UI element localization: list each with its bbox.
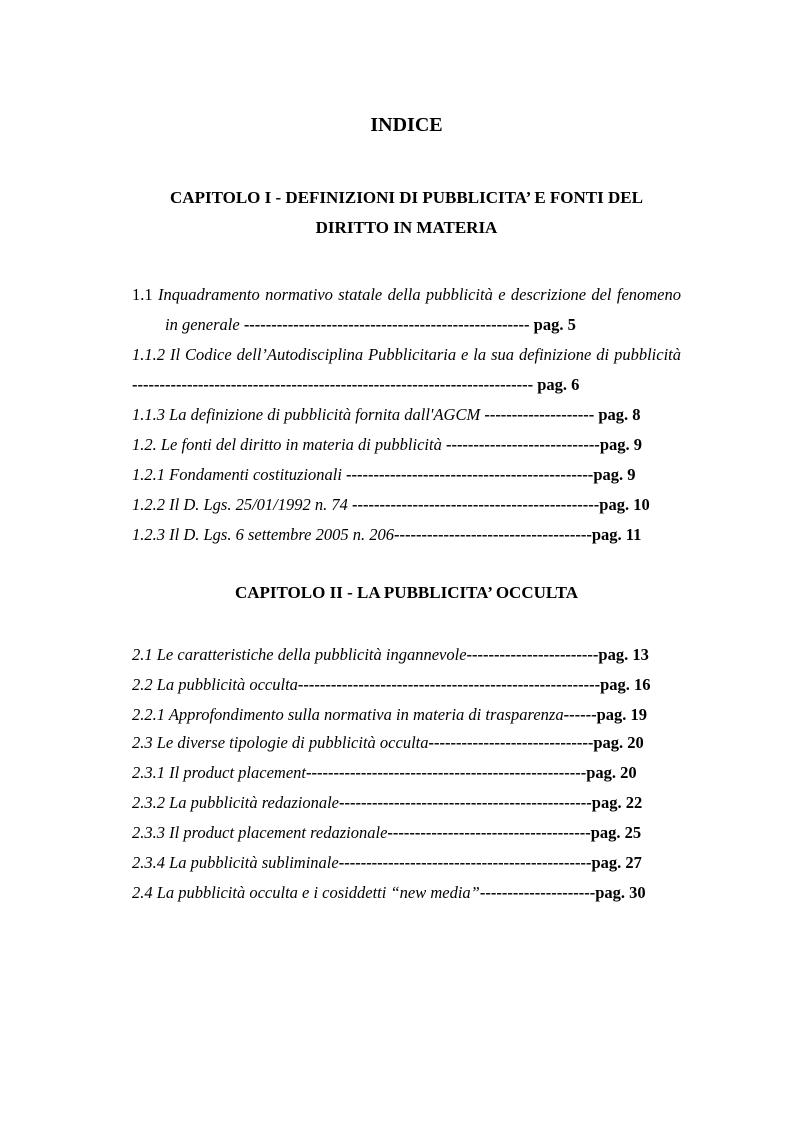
- toc-entry-2-2[interactable]: [132, 670, 681, 700]
- toc-entry-1-2-1[interactable]: [132, 460, 681, 490]
- toc-entry-leader: ----------------------------: [441, 435, 600, 454]
- toc-entry-number: 1.1: [132, 285, 153, 304]
- toc-entry-page: pag. 25: [590, 823, 642, 842]
- toc-entry-title: 2.2 La pubblicità occulta: [132, 675, 298, 694]
- toc-entry-1-1-3[interactable]: [132, 400, 681, 430]
- toc-entry-2-3[interactable]: [132, 728, 681, 758]
- toc-entry-leader: ----------------------------------------------: [339, 793, 592, 812]
- toc-entry-leader: ---------------------: [479, 883, 596, 902]
- toc-entry-title: 1.2.2 Il D. Lgs. 25/01/1992 n. 74: [132, 495, 348, 514]
- chapter-1-heading-line1: CAPITOLO I - DEFINIZIONI DI PUBBLICITA’ E FONTI DEL: [170, 188, 643, 207]
- toc-entry-title: 1.1.3 La definizione di pubblicità fornita dall'AGCM: [132, 405, 481, 424]
- toc-entry-leader: ------------------------------------: [394, 525, 592, 544]
- toc-entry-title: 2.3.4 La pubblicità subliminale: [132, 853, 339, 872]
- toc-entry-leader: ---------------------------------------------------: [305, 763, 587, 782]
- toc-entry-title: 1.2.1 Fondamenti costituzionali: [132, 465, 342, 484]
- toc-entry-leader: ------------------------------: [428, 733, 594, 752]
- toc-entry-title: 2.3.1 Il product placement: [132, 763, 306, 782]
- toc-entry-1-2[interactable]: [132, 430, 681, 460]
- toc-entry-title: 2.2.1 Approfondimento sulla normativa in materia di trasparenza: [132, 705, 564, 724]
- toc-entry-title: 2.3 Le diverse tipologie di pubblicità occulta: [132, 733, 429, 752]
- toc-entry-leader: ----------------------------------------------------: [239, 315, 530, 334]
- toc-entry-page: pag. 5: [529, 315, 576, 334]
- toc-entry-title: 1.1.2 Il Codice dell’Autodisciplina Pubblicitaria e la sua definizione di pubblicità: [132, 345, 681, 364]
- toc-entry-1-1[interactable]: [132, 280, 681, 340]
- toc-entry-page: pag. 27: [591, 853, 642, 872]
- toc-entry-leader: ---------------------------------------------: [347, 495, 600, 514]
- toc-entry-page: pag. 10: [599, 495, 650, 514]
- toc-entry-title: 1.2. Le fonti del diritto in materia di pubblicità: [132, 435, 442, 454]
- toc-entry-2-1[interactable]: [132, 640, 681, 670]
- chapter-1-heading: [120, 183, 693, 243]
- toc-entry-leader: --------------------: [480, 405, 595, 424]
- toc-entry-page: pag. 16: [600, 675, 651, 694]
- toc-entry-page: pag. 8: [594, 405, 641, 424]
- toc-entry-leader: ----------------------------------------------: [338, 853, 592, 872]
- toc-entry-2-4[interactable]: [132, 878, 681, 908]
- toc-entry-leader: ---------------------------------------------: [341, 465, 594, 484]
- toc-entry-page: pag. 11: [591, 525, 642, 544]
- toc-entry-1-2-3[interactable]: [132, 520, 681, 550]
- page-title: INDICE: [370, 114, 443, 136]
- toc-entry-page: pag. 20: [593, 733, 644, 752]
- toc-entry-title: 2.3.2 La pubblicità redazionale: [132, 793, 340, 812]
- toc-entry-leader: -------------------------------------: [387, 823, 591, 842]
- toc-entry-leader: ------: [563, 705, 597, 724]
- toc-entry-title: 2.4 La pubblicità occulta e i cosiddetti “new media”: [132, 883, 480, 902]
- toc-entry-title: 1.2.3 Il D. Lgs. 6 settembre 2005 n. 206: [132, 525, 395, 544]
- toc-entry-page: pag. 20: [586, 763, 637, 782]
- toc-entry-leader: -------------------------------------------------------: [297, 675, 601, 694]
- toc-entry-page: pag. 6: [533, 375, 580, 394]
- toc-entry-page: pag. 30: [595, 883, 646, 902]
- toc-entry-2-3-1[interactable]: [132, 758, 681, 788]
- toc-entry-1-1-2[interactable]: [132, 340, 681, 400]
- toc-entry-2-3-3[interactable]: [132, 818, 681, 848]
- toc-entry-2-3-2[interactable]: [132, 788, 681, 818]
- toc-entry-page: pag. 22: [591, 793, 643, 812]
- chapter-1-heading-line2: DIRITTO IN MATERIA: [315, 218, 498, 237]
- toc-entry-leader: -------------------------------------------------------------------------: [132, 375, 534, 394]
- toc-entry-page: pag. 19: [596, 705, 648, 724]
- toc-entry-2-2-1[interactable]: [132, 700, 681, 730]
- toc-entry-2-3-4[interactable]: [132, 848, 681, 878]
- toc-entry-leader: ------------------------: [466, 645, 599, 664]
- toc-entry-page: pag. 9: [599, 435, 642, 454]
- toc-entry-page: pag. 9: [593, 465, 636, 484]
- toc-entry-title: Inquadramento normativo statale della pubblicità e descrizione del fenomeno in generale: [157, 285, 681, 334]
- toc-entry-title: 2.3.3 Il product placement redazionale: [132, 823, 388, 842]
- toc-entry-1-2-2[interactable]: [132, 490, 681, 520]
- chapter-2-heading-line1: CAPITOLO II - LA PUBBLICITA’ OCCULTA: [234, 583, 579, 602]
- chapter-2-heading: [120, 578, 693, 608]
- toc-entry-title: 2.1 Le caratteristiche della pubblicità ingannevole: [132, 645, 467, 664]
- toc-entry-page: pag. 13: [598, 645, 649, 664]
